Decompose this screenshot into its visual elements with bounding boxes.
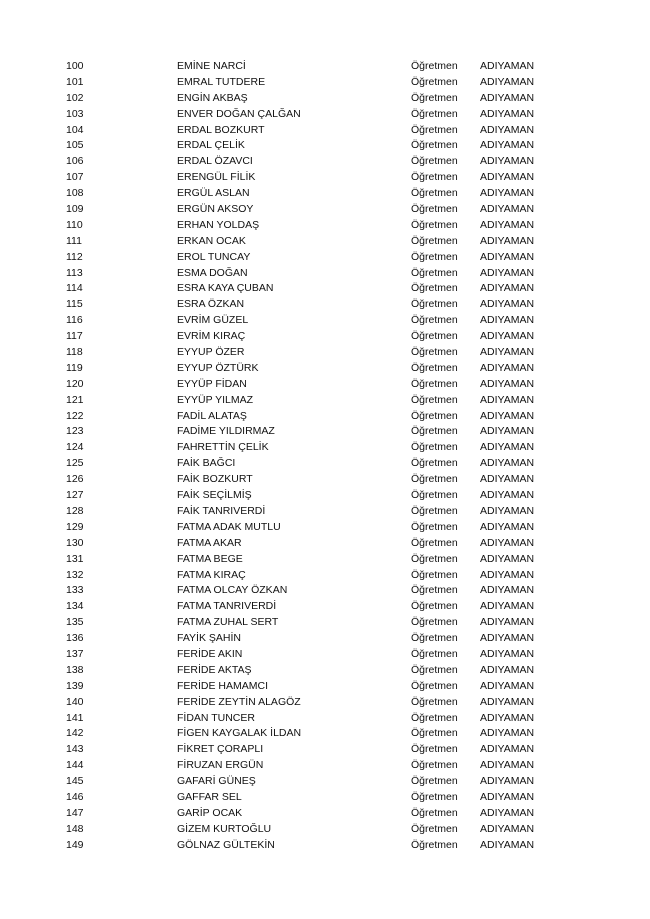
person-name: FİRUZAN ERGÜN — [177, 759, 264, 772]
city-name: ADIYAMAN — [480, 171, 535, 184]
list-item — [0, 774, 650, 790]
row-number: 126 — [66, 473, 84, 486]
row-number: 141 — [66, 711, 84, 724]
job-title: Öğretmen — [411, 790, 458, 803]
city-name: ADIYAMAN — [480, 218, 535, 231]
row-number: 103 — [66, 107, 84, 120]
city-name: ADIYAMAN — [480, 584, 535, 597]
person-name: ERDAL ÖZAVCI — [177, 155, 253, 168]
person-name: FATMA ZUHAL SERT — [177, 616, 279, 629]
list-item — [0, 59, 650, 75]
list-item — [0, 472, 650, 488]
job-title: Öğretmen — [411, 663, 458, 676]
row-number: 114 — [66, 282, 83, 295]
person-name: FAİK TANRIVERDİ — [177, 504, 266, 517]
row-number: 138 — [66, 663, 84, 676]
list-item — [0, 297, 650, 313]
list-item — [0, 91, 650, 107]
city-name: ADIYAMAN — [480, 838, 535, 851]
job-title: Öğretmen — [411, 425, 458, 438]
job-title: Öğretmen — [411, 679, 458, 692]
row-number: 140 — [66, 695, 84, 708]
job-title: Öğretmen — [411, 139, 458, 152]
job-title: Öğretmen — [411, 822, 458, 835]
list-item — [0, 822, 650, 838]
list-item — [0, 647, 650, 663]
person-name: ENVER DOĞAN ÇALĞAN — [177, 107, 301, 120]
list-item — [0, 345, 650, 361]
person-name: FATMA BEGE — [177, 552, 243, 565]
personnel-list — [0, 59, 650, 854]
list-item — [0, 138, 650, 154]
job-title: Öğretmen — [411, 632, 458, 645]
person-name: ERDAL BOZKURT — [177, 123, 265, 136]
person-name: EMİNE NARCİ — [177, 60, 246, 72]
list-item — [0, 615, 650, 631]
job-title: Öğretmen — [411, 123, 458, 136]
list-item — [0, 838, 650, 854]
person-name: GÖLNAZ GÜLTEKİN — [177, 838, 275, 851]
row-number: 117 — [66, 330, 83, 343]
city-name: ADIYAMAN — [480, 457, 535, 470]
job-title: Öğretmen — [411, 282, 458, 295]
city-name: ADIYAMAN — [480, 759, 535, 772]
person-name: ESMA DOĞAN — [177, 266, 248, 279]
person-name: FERİDE ZEYTİN ALAGÖZ — [177, 695, 301, 708]
row-number: 131 — [66, 552, 84, 565]
job-title: Öğretmen — [411, 616, 458, 629]
job-title: Öğretmen — [411, 552, 458, 565]
row-number: 125 — [66, 457, 84, 470]
city-name: ADIYAMAN — [480, 568, 535, 581]
row-number: 146 — [66, 790, 84, 803]
job-title: Öğretmen — [411, 234, 458, 247]
row-number: 121 — [66, 393, 84, 406]
city-name: ADIYAMAN — [480, 234, 535, 247]
city-name: ADIYAMAN — [480, 187, 535, 200]
person-name: FİGEN KAYGALAK İLDAN — [177, 727, 302, 740]
person-name: GİZEM KURTOĞLU — [177, 822, 272, 835]
person-name: FERİDE AKIN — [177, 647, 243, 660]
row-number: 107 — [66, 171, 84, 184]
city-name: ADIYAMAN — [480, 330, 535, 343]
list-item — [0, 107, 650, 123]
row-number: 110 — [66, 218, 83, 231]
city-name: ADIYAMAN — [480, 409, 535, 422]
row-number: 124 — [66, 441, 84, 454]
row-number: 108 — [66, 187, 84, 200]
person-name: FAİK SEÇİLMİŞ — [177, 489, 252, 502]
row-number: 139 — [66, 679, 84, 692]
person-name: EROL TUNCAY — [177, 250, 251, 263]
city-name: ADIYAMAN — [480, 806, 535, 819]
person-name: ERENGÜL FİLİK — [177, 171, 256, 184]
list-item — [0, 424, 650, 440]
person-name: ERGÜN AKSOY — [177, 203, 254, 216]
list-item — [0, 758, 650, 774]
row-number: 122 — [66, 409, 84, 422]
list-item — [0, 186, 650, 202]
job-title: Öğretmen — [411, 759, 458, 772]
city-name: ADIYAMAN — [480, 647, 535, 660]
row-number: 136 — [66, 632, 84, 645]
row-number: 133 — [66, 584, 84, 597]
city-name: ADIYAMAN — [480, 346, 535, 359]
job-title: Öğretmen — [411, 600, 458, 613]
person-name: EVRİM KIRAÇ — [177, 330, 246, 343]
job-title: Öğretmen — [411, 361, 458, 374]
job-title: Öğretmen — [411, 266, 458, 279]
city-name: ADIYAMAN — [480, 266, 535, 279]
city-name: ADIYAMAN — [480, 139, 535, 152]
person-name: EMRAL TUTDERE — [177, 75, 266, 88]
city-name: ADIYAMAN — [480, 727, 535, 740]
city-name: ADIYAMAN — [480, 393, 535, 406]
row-number: 127 — [66, 489, 84, 502]
list-item — [0, 218, 650, 234]
city-name: ADIYAMAN — [480, 282, 535, 295]
job-title: Öğretmen — [411, 457, 458, 470]
row-number: 143 — [66, 743, 84, 756]
job-title: Öğretmen — [411, 346, 458, 359]
row-number: 106 — [66, 155, 84, 168]
person-name: FATMA ADAK MUTLU — [177, 520, 281, 533]
city-name: ADIYAMAN — [480, 60, 535, 72]
list-item — [0, 75, 650, 91]
person-name: FAİK BAĞCI — [177, 457, 236, 470]
person-name: FAYİK ŞAHİN — [177, 632, 241, 645]
city-name: ADIYAMAN — [480, 616, 535, 629]
city-name: ADIYAMAN — [480, 123, 535, 136]
row-number: 135 — [66, 616, 84, 629]
city-name: ADIYAMAN — [480, 314, 535, 327]
city-name: ADIYAMAN — [480, 473, 535, 486]
list-item — [0, 679, 650, 695]
job-title: Öğretmen — [411, 330, 458, 343]
row-number: 123 — [66, 425, 84, 438]
list-item — [0, 170, 650, 186]
person-name: FERİDE HAMAMCI — [177, 679, 269, 692]
job-title: Öğretmen — [411, 393, 458, 406]
person-name: ERDAL ÇELİK — [177, 139, 245, 152]
job-title: Öğretmen — [411, 60, 458, 72]
list-item — [0, 711, 650, 727]
job-title: Öğretmen — [411, 473, 458, 486]
city-name: ADIYAMAN — [480, 107, 535, 120]
city-name: ADIYAMAN — [480, 743, 535, 756]
row-number: 145 — [66, 775, 84, 788]
list-item — [0, 281, 650, 297]
person-name: EYYUP ÖZTÜRK — [177, 361, 259, 374]
person-name: FATMA AKAR — [177, 536, 242, 549]
city-name: ADIYAMAN — [480, 695, 535, 708]
list-item — [0, 583, 650, 599]
job-title: Öğretmen — [411, 75, 458, 88]
city-name: ADIYAMAN — [480, 361, 535, 374]
job-title: Öğretmen — [411, 647, 458, 660]
city-name: ADIYAMAN — [480, 250, 535, 263]
job-title: Öğretmen — [411, 711, 458, 724]
list-item — [0, 250, 650, 266]
row-number: 120 — [66, 377, 84, 390]
list-item — [0, 234, 650, 250]
list-item — [0, 552, 650, 568]
list-item — [0, 202, 650, 218]
row-number: 149 — [66, 838, 84, 851]
list-item — [0, 663, 650, 679]
person-name: ERGÜL ASLAN — [177, 187, 250, 200]
job-title: Öğretmen — [411, 314, 458, 327]
row-number: 118 — [66, 346, 83, 359]
city-name: ADIYAMAN — [480, 663, 535, 676]
job-title: Öğretmen — [411, 250, 458, 263]
list-item — [0, 313, 650, 329]
row-number: 119 — [66, 361, 83, 374]
row-number: 116 — [66, 314, 83, 327]
person-name: FADİME YILDIRMAZ — [177, 425, 275, 438]
job-title: Öğretmen — [411, 441, 458, 454]
row-number: 128 — [66, 504, 84, 517]
job-title: Öğretmen — [411, 171, 458, 184]
row-number: 144 — [66, 759, 84, 772]
city-name: ADIYAMAN — [480, 536, 535, 549]
list-item — [0, 695, 650, 711]
person-name: ESRA KAYA ÇUBAN — [177, 282, 274, 295]
city-name: ADIYAMAN — [480, 679, 535, 692]
person-name: FERİDE AKTAŞ — [177, 663, 252, 676]
row-number: 101 — [66, 75, 84, 88]
person-name: FATMA TANRIVERDİ — [177, 600, 277, 613]
row-number: 104 — [66, 123, 84, 136]
city-name: ADIYAMAN — [480, 504, 535, 517]
row-number: 148 — [66, 822, 84, 835]
list-item — [0, 393, 650, 409]
job-title: Öğretmen — [411, 218, 458, 231]
list-item — [0, 361, 650, 377]
job-title: Öğretmen — [411, 568, 458, 581]
list-item — [0, 329, 650, 345]
list-item — [0, 266, 650, 282]
job-title: Öğretmen — [411, 187, 458, 200]
job-title: Öğretmen — [411, 775, 458, 788]
city-name: ADIYAMAN — [480, 425, 535, 438]
list-item — [0, 568, 650, 584]
person-name: GAFFAR SEL — [177, 790, 242, 803]
job-title: Öğretmen — [411, 107, 458, 120]
job-title: Öğretmen — [411, 377, 458, 390]
person-name: EVRİM GÜZEL — [177, 314, 249, 327]
job-title: Öğretmen — [411, 91, 458, 104]
city-name: ADIYAMAN — [480, 377, 535, 390]
row-number: 105 — [66, 139, 84, 152]
job-title: Öğretmen — [411, 838, 458, 851]
job-title: Öğretmen — [411, 298, 458, 311]
person-name: EYYÜP YILMAZ — [177, 393, 254, 406]
job-title: Öğretmen — [411, 520, 458, 533]
person-name: ERHAN YOLDAŞ — [177, 218, 260, 231]
city-name: ADIYAMAN — [480, 91, 535, 104]
list-item — [0, 536, 650, 552]
city-name: ADIYAMAN — [480, 632, 535, 645]
city-name: ADIYAMAN — [480, 203, 535, 216]
row-number: 100 — [66, 60, 84, 72]
city-name: ADIYAMAN — [480, 441, 535, 454]
row-number: 142 — [66, 727, 84, 740]
list-item — [0, 742, 650, 758]
person-name: FAİK BOZKURT — [177, 473, 253, 486]
row-number: 111 — [66, 234, 82, 247]
person-name: FİKRET ÇORAPLI — [177, 743, 264, 756]
person-name: FAHRETTİN ÇELİK — [177, 441, 269, 454]
job-title: Öğretmen — [411, 584, 458, 597]
list-item — [0, 806, 650, 822]
list-item — [0, 599, 650, 615]
city-name: ADIYAMAN — [480, 600, 535, 613]
row-number: 112 — [66, 250, 83, 263]
city-name: ADIYAMAN — [480, 520, 535, 533]
list-item — [0, 154, 650, 170]
row-number: 113 — [66, 266, 83, 279]
row-number: 134 — [66, 600, 84, 613]
list-item — [0, 504, 650, 520]
job-title: Öğretmen — [411, 727, 458, 740]
person-name: FİDAN TUNCER — [177, 711, 255, 724]
list-item — [0, 377, 650, 393]
job-title: Öğretmen — [411, 489, 458, 502]
city-name: ADIYAMAN — [480, 552, 535, 565]
row-number: 130 — [66, 536, 84, 549]
row-number: 109 — [66, 203, 84, 216]
row-number: 137 — [66, 647, 84, 660]
list-item — [0, 123, 650, 139]
person-name: FATMA OLCAY ÖZKAN — [177, 584, 288, 597]
row-number: 102 — [66, 91, 84, 104]
job-title: Öğretmen — [411, 409, 458, 422]
person-name: FADİL ALATAŞ — [177, 409, 247, 422]
person-name: EYYUP ÖZER — [177, 346, 245, 359]
job-title: Öğretmen — [411, 203, 458, 216]
job-title: Öğretmen — [411, 155, 458, 168]
row-number: 115 — [66, 298, 83, 311]
city-name: ADIYAMAN — [480, 155, 535, 168]
list-item — [0, 520, 650, 536]
person-name: ERKAN OCAK — [177, 234, 246, 247]
list-item — [0, 440, 650, 456]
city-name: ADIYAMAN — [480, 775, 535, 788]
job-title: Öğretmen — [411, 536, 458, 549]
person-name: ENGİN AKBAŞ — [177, 91, 248, 104]
job-title: Öğretmen — [411, 695, 458, 708]
job-title: Öğretmen — [411, 806, 458, 819]
person-name: GAFARİ GÜNEŞ — [177, 775, 256, 788]
city-name: ADIYAMAN — [480, 75, 535, 88]
person-name: EYYÜP FİDAN — [177, 377, 247, 390]
job-title: Öğretmen — [411, 504, 458, 517]
city-name: ADIYAMAN — [480, 822, 535, 835]
row-number: 147 — [66, 806, 84, 819]
list-item — [0, 409, 650, 425]
person-name: ESRA ÖZKAN — [177, 298, 245, 311]
city-name: ADIYAMAN — [480, 711, 535, 724]
list-item — [0, 456, 650, 472]
city-name: ADIYAMAN — [480, 489, 535, 502]
list-item — [0, 726, 650, 742]
city-name: ADIYAMAN — [480, 298, 535, 311]
row-number: 129 — [66, 520, 84, 533]
row-number: 132 — [66, 568, 84, 581]
person-name: GARİP OCAK — [177, 806, 243, 819]
job-title: Öğretmen — [411, 743, 458, 756]
person-name: FATMA KIRAÇ — [177, 568, 246, 581]
list-item — [0, 488, 650, 504]
list-item — [0, 790, 650, 806]
city-name: ADIYAMAN — [480, 790, 535, 803]
list-item — [0, 631, 650, 647]
